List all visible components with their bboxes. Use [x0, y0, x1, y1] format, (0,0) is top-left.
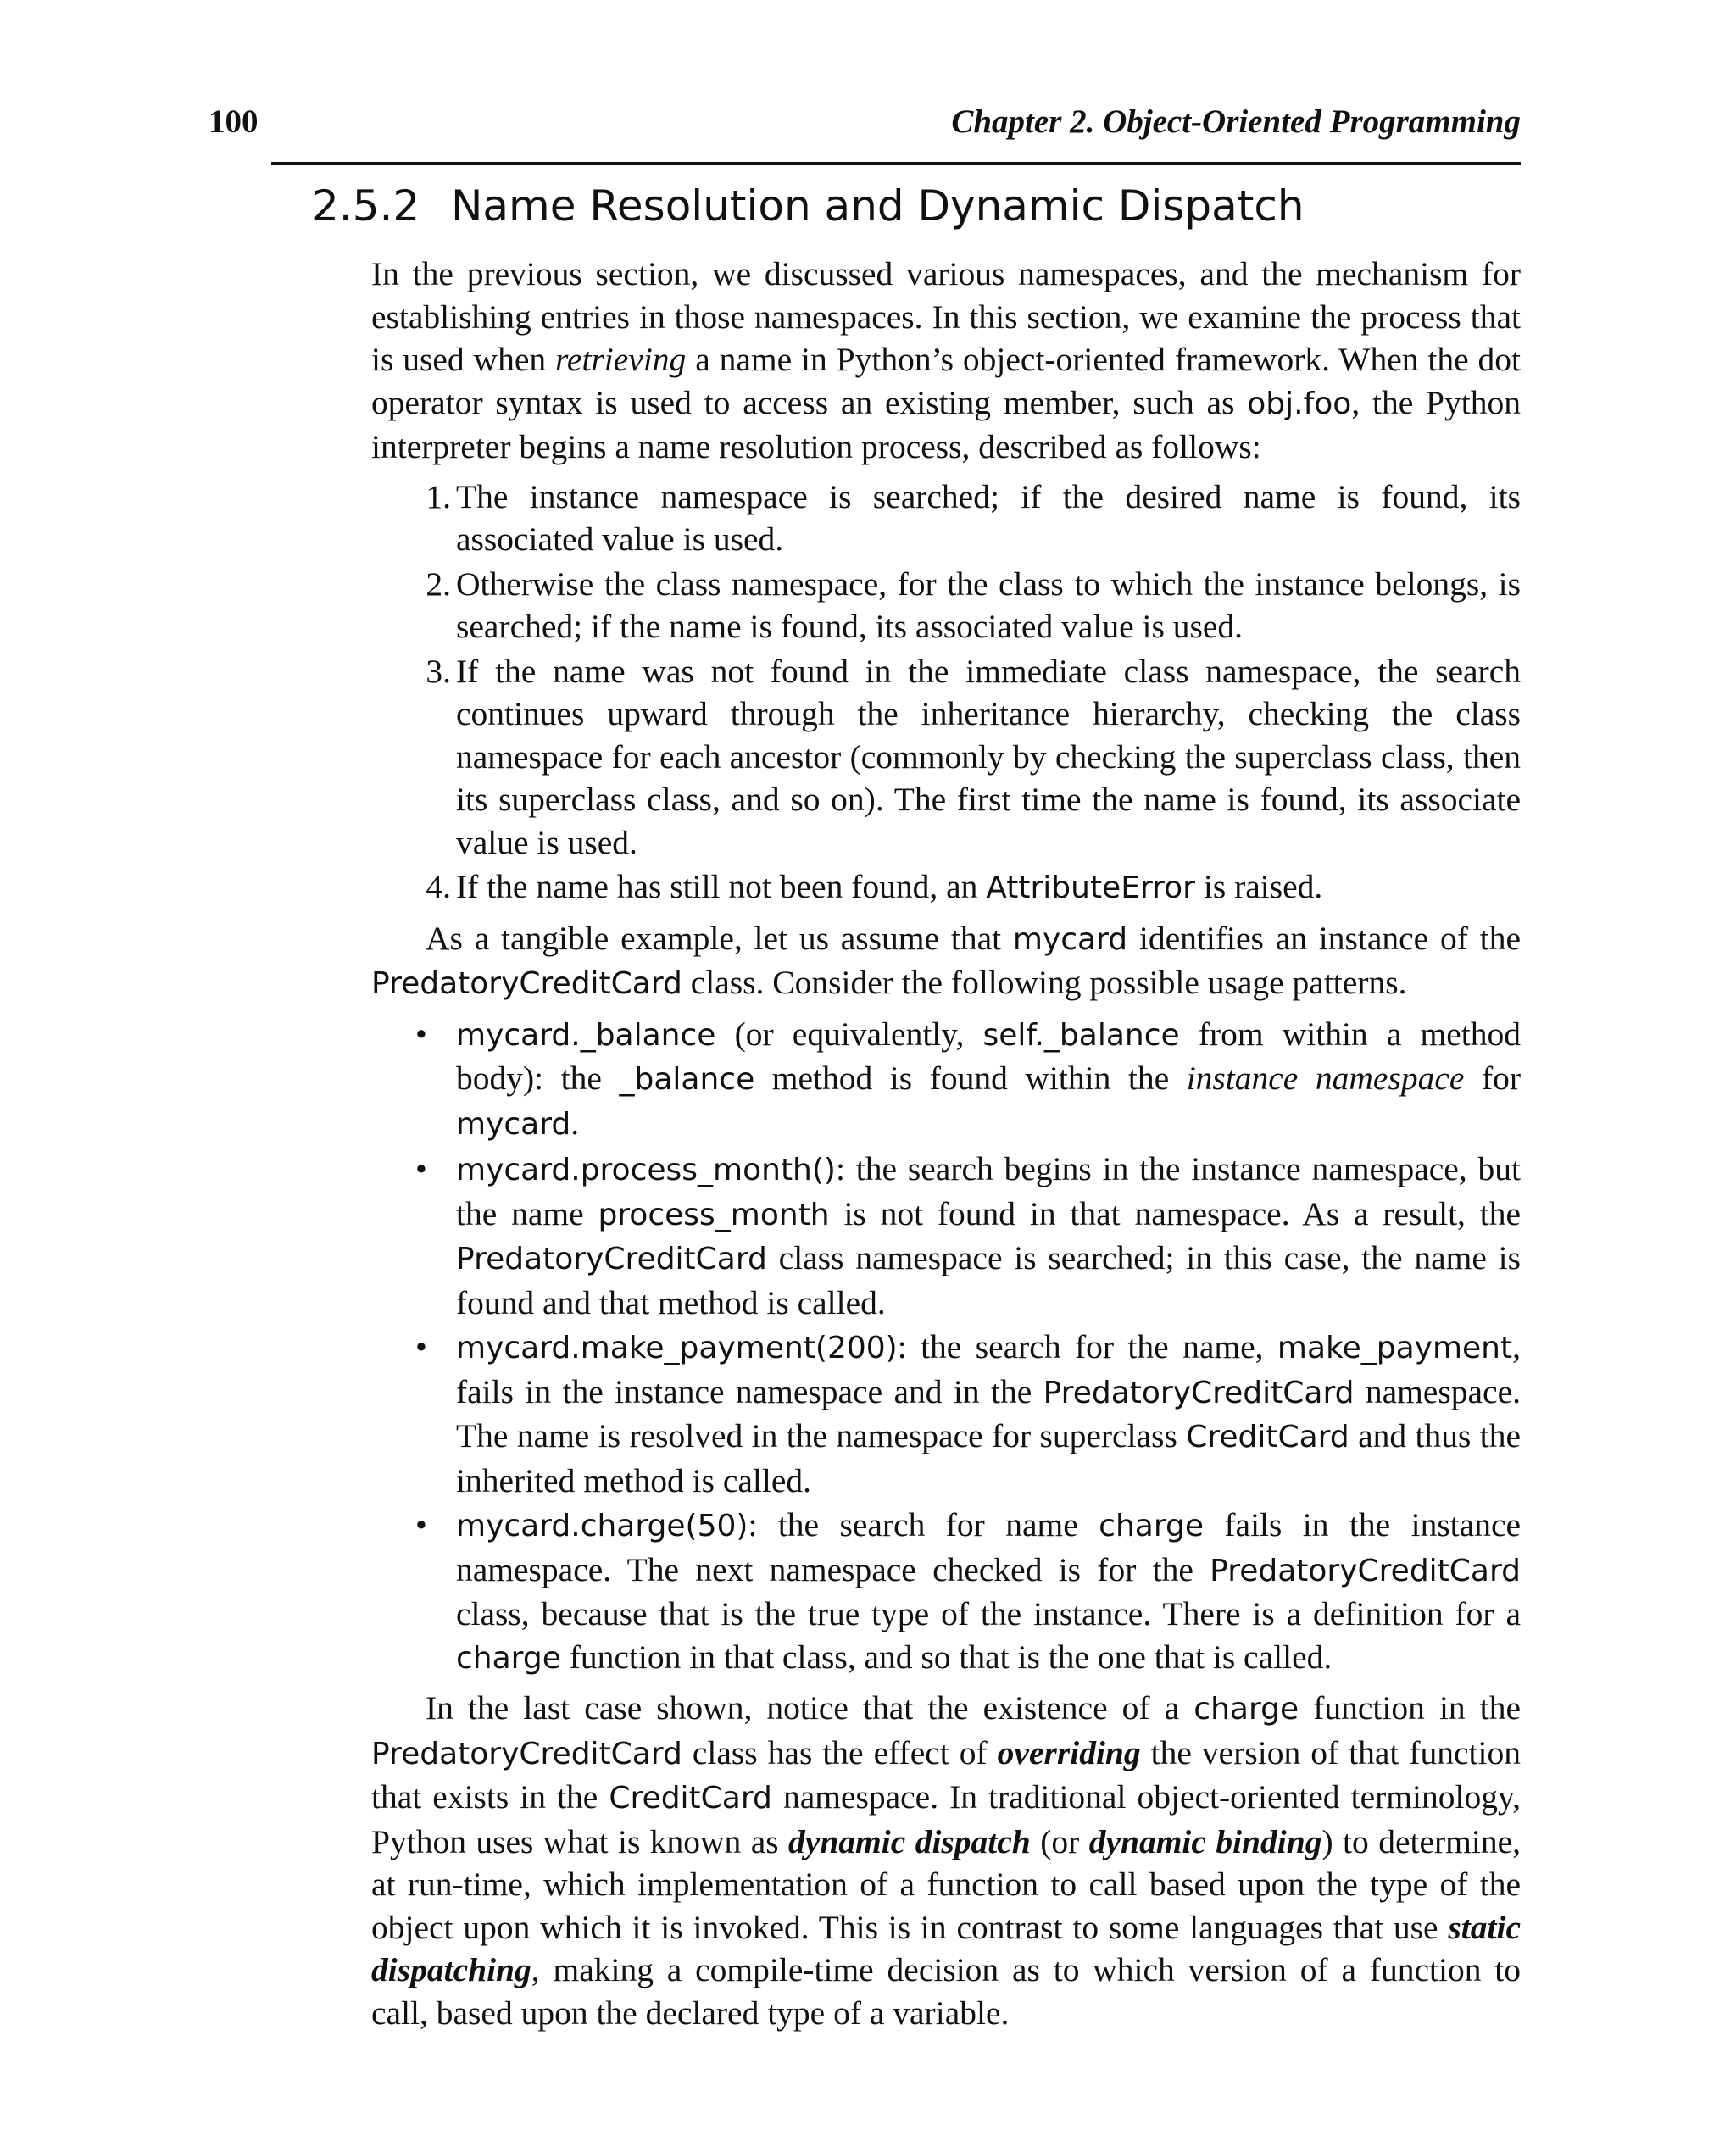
key-term: overriding	[997, 1733, 1141, 1771]
text-run: In the last case shown, notice that the existence of a	[426, 1689, 1194, 1727]
code-term: mycard._balance	[456, 1017, 716, 1053]
item-number: 2.	[426, 564, 451, 603]
code-term: _balance	[619, 1062, 755, 1097]
bullet-icon: •	[415, 1506, 427, 1543]
item-text: from within a method body): the	[456, 1015, 1521, 1097]
text-run: , making a compile-time decision as to which version of a function to call, based upon the declared type of a variable.	[371, 1951, 1521, 2032]
key-term: dynamic dispatch	[788, 1822, 1031, 1860]
text-run: As a tangible example, let us assume that	[426, 919, 1013, 957]
code-term: charge	[1099, 1509, 1204, 1543]
item-text: class, because that is the true type of the instance. There is a definition for a	[456, 1595, 1521, 1632]
item-text: : the search for the name,	[897, 1328, 1277, 1365]
code-term: PredatoryCreditCard	[1210, 1553, 1521, 1588]
item-text: The instance namespace is searched; if the desired name is found, its associated value is used.	[456, 477, 1521, 558]
item-text: fails in the instance namespace. The next namespace checked is for the	[456, 1506, 1522, 1588]
code-term: CreditCard	[609, 1781, 772, 1816]
bullet-icon: •	[415, 1150, 427, 1187]
code-term: make_payment	[1277, 1331, 1513, 1365]
item-number: 4.	[426, 868, 451, 905]
text-run: , the Python interpreter begins a name resolution process, described as follows:	[371, 383, 1521, 465]
running-header	[209, 100, 1521, 144]
code-term: PredatoryCreditCard	[1043, 1375, 1355, 1410]
key-term: static dispatching	[371, 1908, 1521, 1988]
list-item	[426, 475, 1521, 561]
list-item	[426, 650, 1521, 865]
item-text: Otherwise the class namespace, for the class to which the instance belongs, is searched; if the name is found, its associated value is used.	[456, 564, 1521, 645]
code-term: CreditCard	[1186, 1420, 1349, 1454]
text-run: (or	[1030, 1822, 1089, 1860]
section-heading	[312, 176, 1305, 236]
code-term: mycard	[456, 1106, 571, 1142]
code-term: mycard.make_payment(200)	[456, 1331, 898, 1365]
item-text: : the search for name	[748, 1506, 1099, 1543]
header-rule	[271, 162, 1521, 165]
emphasis: retrieving	[555, 341, 687, 378]
item-text: If the name has still not been found, an	[456, 868, 987, 905]
text-run: a name in Python’s object-oriented framework. When the dot operator syntax is used to access an existing member, such as	[371, 341, 1521, 421]
code-term: AttributeError	[986, 870, 1195, 905]
item-text: class namespace is searched; in this case, the name is found and that method is called.	[456, 1239, 1521, 1321]
item-text: is not found in that namespace. As a result, the	[829, 1194, 1522, 1232]
code-term: charge	[1194, 1692, 1299, 1727]
text-run: the version of that function that exists in the	[371, 1733, 1521, 1816]
code-term: obj.foo	[1247, 386, 1352, 421]
bullet-icon: •	[415, 1328, 427, 1365]
code-term: mycard	[1012, 921, 1128, 957]
list-item	[415, 1504, 1522, 1680]
list-item	[415, 1148, 1522, 1324]
code-term: PredatoryCreditCard	[371, 1736, 682, 1771]
code-term: mycard.process_month()	[456, 1153, 836, 1187]
resolution-steps	[371, 475, 1521, 910]
key-term: dynamic binding	[1088, 1822, 1322, 1860]
item-text: function in that class, and so that is the one that is called.	[560, 1638, 1333, 1676]
text-run: class has the effect of	[682, 1733, 998, 1771]
item-text: If the name was not found in the immediate class namespace, the search continues upward through the inheritance hierarchy, checking the class namespace for each ancestor (commonly by checking the superclass class, then its superclass class, and so on). The first time the name is found, its associate value is used.	[456, 652, 1521, 861]
item-text: method is found within the	[754, 1059, 1187, 1097]
text-run: identifies an instance of the	[1127, 919, 1521, 957]
item-text: , fails in the instance namespace and in the	[456, 1328, 1521, 1410]
intro-paragraph	[371, 253, 1521, 469]
item-text: .	[570, 1104, 580, 1142]
code-term: self._balance	[982, 1017, 1180, 1053]
item-number: 1.	[426, 477, 451, 515]
usage-patterns	[371, 1013, 1521, 1681]
list-item	[426, 563, 1521, 648]
item-text: is raised.	[1194, 868, 1323, 905]
text-run: namespace. In traditional object-oriented terminology, Python uses what is known as	[371, 1778, 1522, 1860]
item-text: namespace. The name is resolved in the namespace for superclass	[456, 1372, 1521, 1454]
bullet-icon: •	[415, 1015, 427, 1053]
text-run: In the previous section, we discussed various namespaces, and the mechanism for establishing entries in those namespaces. In this section, we examine the process that is used when	[371, 255, 1521, 378]
example-paragraph	[371, 917, 1521, 1006]
item-text: (or equivalently,	[715, 1015, 983, 1053]
code-term: mycard.charge(50)	[456, 1509, 748, 1543]
list-item	[415, 1013, 1521, 1147]
item-text: for	[1464, 1059, 1521, 1097]
section-number: 2.5.2	[312, 181, 420, 231]
code-term: process_month	[598, 1197, 830, 1232]
list-item	[426, 865, 1521, 910]
page-number: 100	[209, 103, 259, 140]
text-run: class. Consider the following possible usage patterns.	[682, 964, 1407, 1001]
text-run: ) to determine, at run-time, which implementation of a function to call based upon the type of the object upon which it is invoked. This is in contrast to some languages that use	[371, 1822, 1521, 1946]
section-title: Name Resolution and Dynamic Dispatch	[451, 181, 1305, 231]
text-run: function in the	[1299, 1689, 1522, 1727]
item-text: and thus the inherited method is called.	[456, 1417, 1521, 1499]
closing-paragraph	[371, 1687, 1521, 2034]
code-term: PredatoryCreditCard	[456, 1242, 767, 1276]
page-body	[371, 253, 1521, 2034]
code-term: PredatoryCreditCard	[371, 966, 682, 1001]
emphasis: instance namespace	[1186, 1059, 1465, 1097]
code-term: charge	[456, 1640, 561, 1676]
chapter-title: Chapter 2. Object-Oriented Programming	[951, 103, 1521, 140]
item-text: : the search begins in the instance namespace, but the name	[456, 1150, 1521, 1232]
item-number: 3.	[426, 652, 451, 690]
list-item	[415, 1326, 1521, 1502]
